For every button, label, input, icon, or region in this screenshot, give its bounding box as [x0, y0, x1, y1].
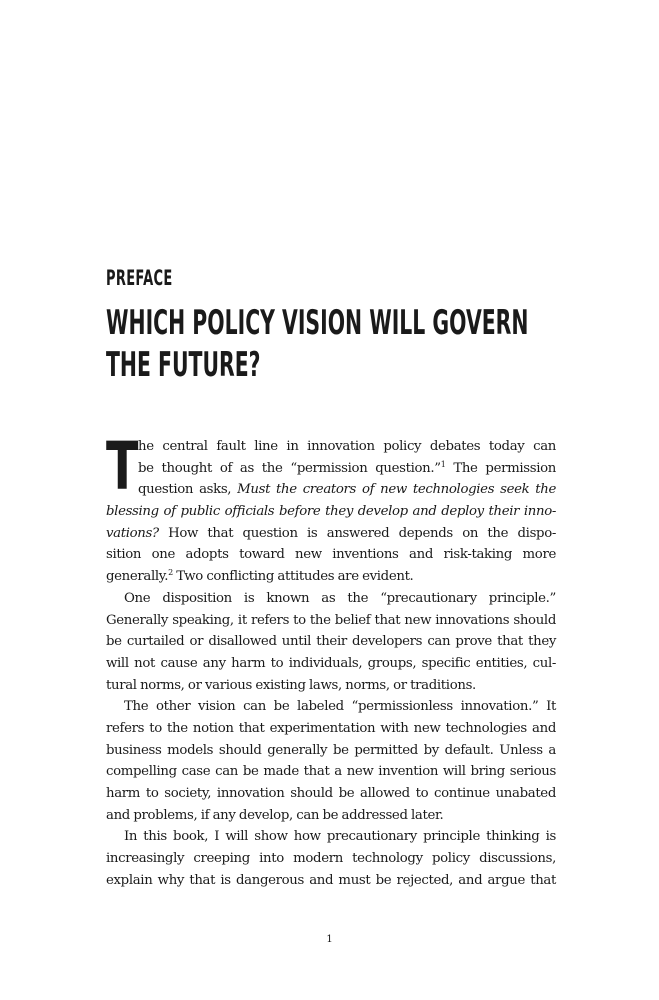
text-line: Generally speaking, it refers to the belief that new innovations should [106, 612, 556, 628]
text-line: explain why that is dangerous and must be rejected, and argue that [106, 872, 556, 888]
text-line: harm to society, innovation should be allowed to continue unabated [106, 786, 556, 801]
text-line: and problems, if any develop, can be addressed later. [106, 807, 444, 823]
text-line: In this book, I will show how precautionary principle thinking is [124, 829, 556, 845]
text-line: question asks, Must the creators of new technologies seek the [138, 482, 556, 498]
text-line: will not cause any harm to individuals, groups, specific entities, cul- [106, 655, 556, 671]
text-line: sition one adopts toward new inventions and risk-taking more [106, 547, 556, 563]
chapter-title-line-1: WHICH POLICY VISION WILL GOVERN [106, 303, 529, 343]
drop-cap: T [106, 428, 139, 505]
text-line: be thought of as the “permission question.”$^1$ The permission [138, 459, 556, 476]
footnote-ref-1[interactable]: 1 [440, 459, 446, 469]
text-line: he central fault line in innovation policy debates today can [138, 439, 556, 454]
text-line: compelling case can be made that a new invention will bring serious [106, 764, 556, 780]
text-line: blessing of public officials before they develop and deploy their inno- [106, 504, 556, 520]
chapter-label: PREFACE [106, 266, 173, 290]
text-line: The other vision can be labeled “permissionless innovation.” It [124, 699, 556, 715]
body-text [106, 428, 556, 891]
footnote-ref-2[interactable]: 2 [168, 568, 173, 578]
text-line: be curtailed or disallowed until their developers can prove that they [106, 634, 556, 650]
text-line: vations? How that question is answered depends on the dispo- [106, 525, 556, 541]
text-line: generally.$^2$ Two conflicting attitudes are evident. [106, 568, 414, 585]
text-line: business models should generally be permitted by default. Unless a [106, 742, 556, 758]
text-line: increasingly creeping into modern technology policy discussions, [106, 851, 556, 867]
text-line: tural norms, or various existing laws, norms, or traditions. [106, 677, 476, 693]
page-number: 1 [326, 934, 333, 945]
chapter-title-line-2: THE FUTURE? [106, 345, 261, 385]
text-line: One disposition is known as the “precautionary principle.” [124, 590, 556, 606]
chapter-title [106, 302, 528, 386]
text-line: refers to the notion that experimentation with new technologies and [106, 720, 556, 736]
